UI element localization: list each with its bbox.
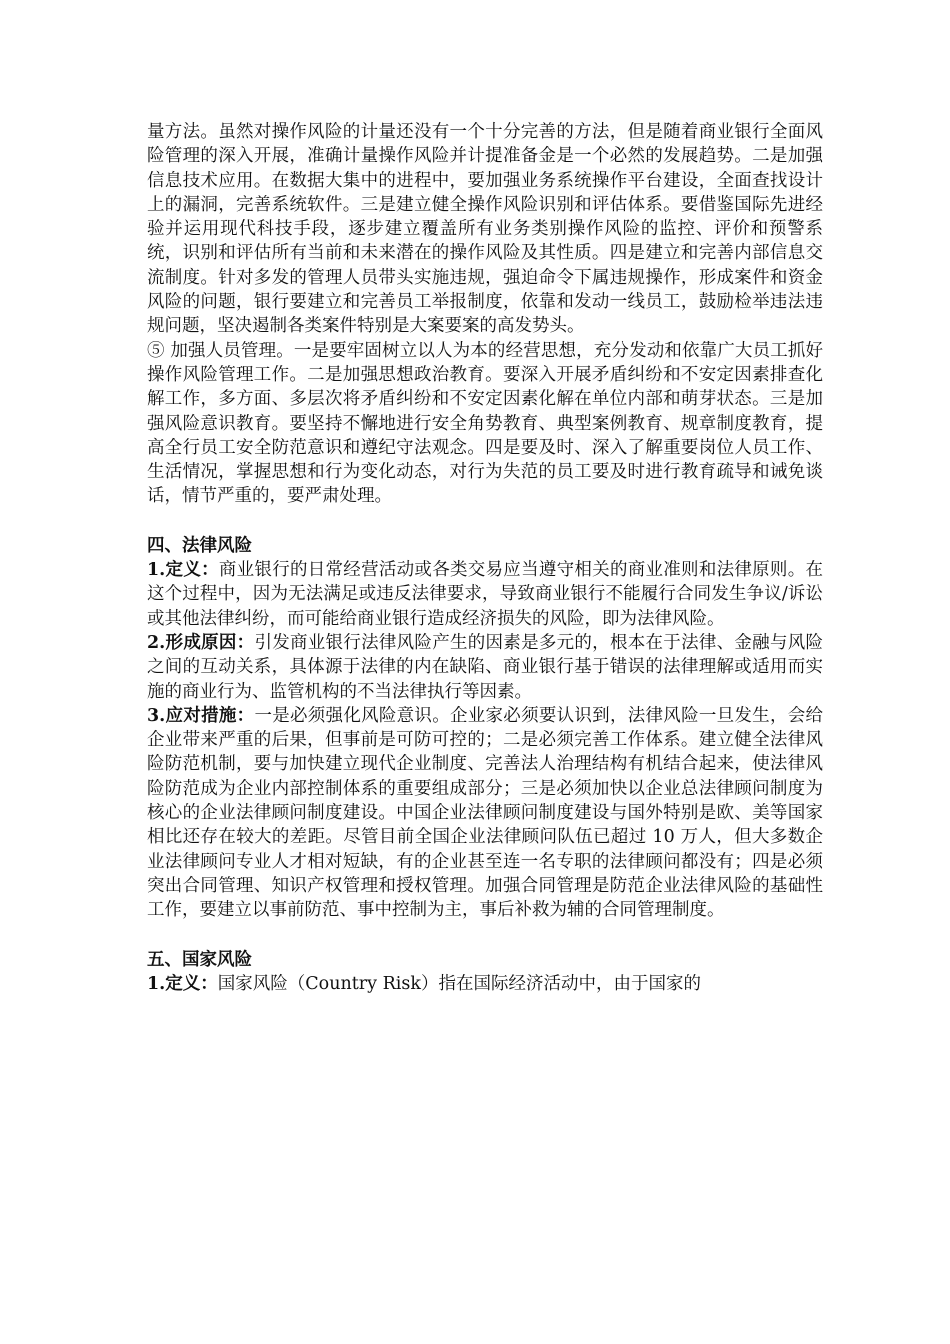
- section-heading-country-risk: 五、国家风险: [147, 949, 252, 970]
- section-spacer: [147, 509, 823, 534]
- section-heading-legal-risk: 四、法律风险: [147, 535, 252, 556]
- item-text: 一是必须强化风险意识。企业家必须要认识到，法律风险一旦发生，会给企业带来严重的后果，但事前是可防可控的；二是必须完善工作体系。建立健全法律风险防范机制，要与加快建立现代企业制度、完善法人治理结构有机结合起来，使法律风险防范成为企业内部控制体系的重要组成部分；三是必须加快以企业总法律顾问制度为核心的企业法律顾问制度建设。中国企业法律顾问制度建设与国外特别是欧、美等国家相比还存在较大的差距。尽管目前全国企业法律顾问队伍已超过 10 万人，但大多数企业法律顾问专业人才相对短缺，有的企业甚至连一名专职的法律顾问都没有；四是必须突出合同管理、知识产权管理和授权管理。加强合同管理是防范企业法律风险的基础性工作，要建立以事前防范、事中控制为主，事后补救为辅的合同管理制度。: [147, 705, 823, 921]
- item-term: 3.应对措施：: [147, 705, 255, 726]
- item-term: 1.定义：: [147, 973, 218, 994]
- country-risk-definition: [147, 972, 823, 996]
- item-text: 商业银行的日常经营活动或各类交易应当遵守相关的商业准则和法律原则。在这个过程中，因为无法满足或违反法律要求，导致商业银行不能履行合同发生争议/诉讼或其他法律纠纷，而可能给商业银行造成经济损失的风险，即为法律风险。: [147, 560, 823, 629]
- paragraph-personnel-management: ⑤ 加强人员管理。一是要牢固树立以人为本的经营思想，充分发动和依靠广大员工抓好操作风险管理工作。二是加强思想政治教育。要深入开展矛盾纠纷和不安定因素排查化解工作，多方面、多层次将矛盾纠纷和不安定因素化解在单位内部和萌芽状态。三是加强风险意识教育。要坚持不懈地进行安全角势教育、典型案例教育、规章制度教育，提高全行员工安全防范意识和遵纪守法观念。四是要及时、深入了解重要岗位人员工作、生活情况，掌握思想和行为变化动态，对行为失范的员工要及时进行教育疏导和诫免谈话，情节严重的，要严肃处理。: [147, 340, 823, 507]
- item-term: 2.形成原因：: [147, 632, 255, 653]
- legal-risk-measures: [147, 704, 823, 923]
- section-spacer: [147, 923, 823, 948]
- item-term: 1.定义：: [147, 560, 219, 581]
- legal-risk-causes: [147, 631, 823, 704]
- paragraph-operational-risk-measures: 量方法。虽然对操作风险的计量还没有一个十分完善的方法，但是随着商业银行全面风险管理的深入开展，准确计量操作风险并计提准备金是一个必然的发展趋势。二是加强信息技术应用。在数据大集中的进程中，要加强业务系统操作平台建设，全面查找设计上的漏洞，完善系统软件。三是建立健全操作风险识别和评估体系。要借鉴国际先进经验并运用现代科技手段，逐步建立覆盖所有业务类别操作风险的监控、评价和预警系统，识别和评估所有当前和未来潜在的操作风险及其性质。四是建立和完善内部信息交流制度。针对多发的管理人员带头实施违规，强迫命令下属违规操作，形成案件和资金风险的问题，银行要建立和完善员工举报制度，依靠和发动一线员工，鼓励检举违法违规问题，坚决遏制各类案件特别是大案要案的高发势头。: [147, 122, 823, 337]
- legal-risk-definition: [147, 558, 823, 631]
- item-text: 国家风险（Country Risk）指在国际经济活动中，由于国家的: [217, 973, 701, 994]
- item-text: 引发商业银行法律风险产生的因素是多元的，根本在于法律、金融与风险之间的互动关系，具体源于法律的内在缺陷、商业银行基于错误的法律理解或适用而实施的商业行为、监管机构的不当法律执行等因素。: [147, 632, 823, 702]
- document-body: [147, 120, 823, 996]
